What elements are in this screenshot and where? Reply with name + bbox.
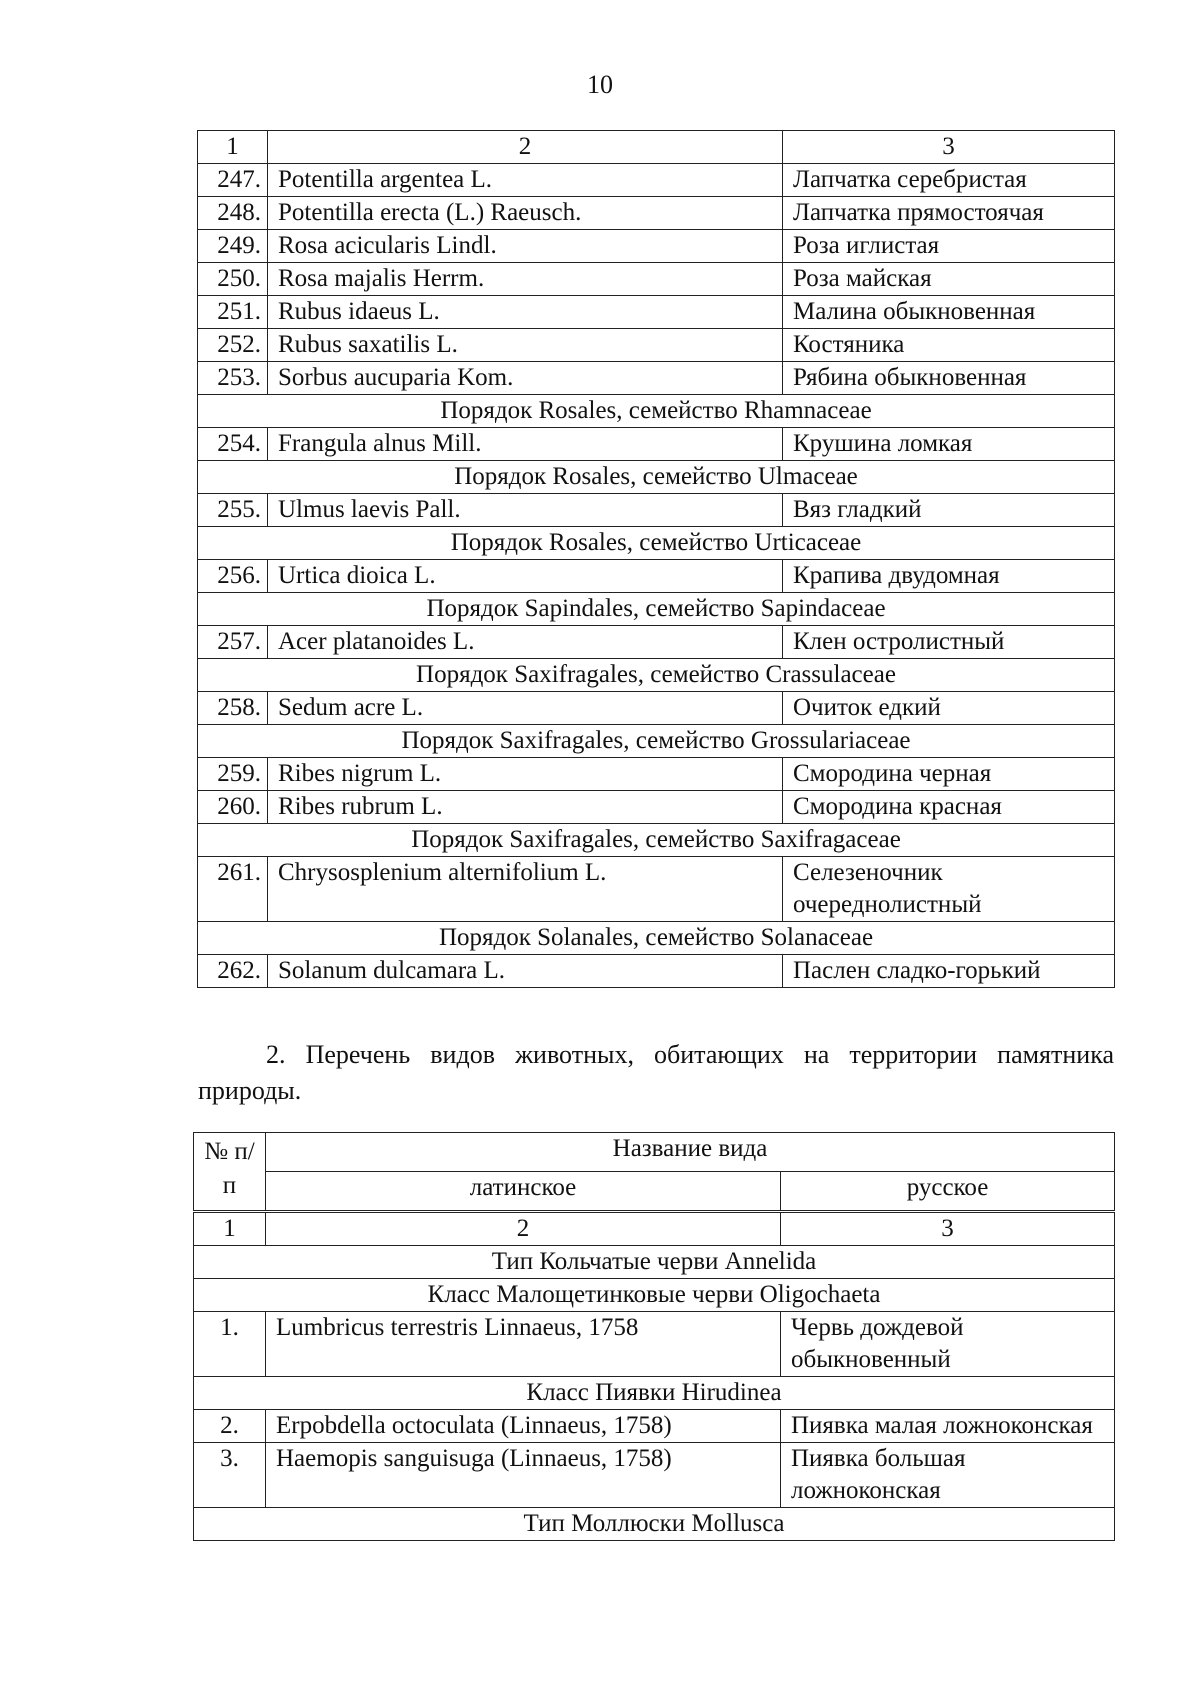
num-header: № п/п	[194, 1133, 266, 1211]
russian-name: Пиявка малая ложноконская	[781, 1410, 1115, 1443]
table-row	[198, 494, 1115, 527]
group-row	[198, 461, 1115, 494]
section-paragraph	[198, 1037, 1114, 1109]
col-number-2: 2	[266, 1213, 781, 1246]
table-row	[198, 758, 1115, 791]
group-heading: Тип Кольчатые черви Annelida	[194, 1246, 1115, 1279]
col-number-3: 3	[783, 131, 1115, 164]
row-number: 1.	[194, 1312, 266, 1377]
russian-name: Лапчатка серебристая	[783, 164, 1115, 197]
table-row	[194, 1410, 1115, 1443]
latin-name: Urtica dioica L.	[268, 560, 783, 593]
table-row	[198, 263, 1115, 296]
group-heading: Порядок Rosales, семейство Ulmaceae	[198, 461, 1115, 494]
col-number-1: 1	[198, 131, 268, 164]
russian-name: Рябина обыкновенная	[783, 362, 1115, 395]
table-row	[198, 626, 1115, 659]
latin-name: Acer platanoides L.	[268, 626, 783, 659]
latin-name: Ribes rubrum L.	[268, 791, 783, 824]
russian-name: Селезеночник очереднолистный	[783, 857, 1115, 922]
species-name-header: Название вида	[266, 1133, 1115, 1172]
group-row	[198, 527, 1115, 560]
table-row	[198, 791, 1115, 824]
animals-header-table	[193, 1132, 1115, 1211]
row-number: 255.	[198, 494, 268, 527]
group-heading: Порядок Rosales, семейство Rhamnaceae	[198, 395, 1115, 428]
group-heading: Класс Пиявки Hirudinea	[194, 1377, 1115, 1410]
table-row	[198, 857, 1115, 922]
table-row	[198, 197, 1115, 230]
page-number: 10	[587, 70, 613, 99]
row-number: 249.	[198, 230, 268, 263]
col-number-1: 1	[194, 1213, 266, 1246]
latin-name: Rosa majalis Herrm.	[268, 263, 783, 296]
animals-table-body	[194, 1213, 1115, 1541]
russian-name: Паслен сладко-горький	[783, 955, 1115, 988]
russian-name: Пиявка большая ложноконская	[781, 1443, 1115, 1508]
russian-name: Червь дождевой обыкновенный	[781, 1312, 1115, 1377]
group-heading: Класс Малощетинковые черви Oligochaeta	[194, 1279, 1115, 1312]
latin-name: Sedum acre L.	[268, 692, 783, 725]
latin-name: Solanum dulcamara L.	[268, 955, 783, 988]
row-number: 259.	[198, 758, 268, 791]
row-number: 257.	[198, 626, 268, 659]
table-row	[198, 955, 1115, 988]
russian-name: Очиток едкий	[783, 692, 1115, 725]
latin-name: Ulmus laevis Pall.	[268, 494, 783, 527]
group-row	[194, 1377, 1115, 1410]
latin-name: Rubus idaeus L.	[268, 296, 783, 329]
group-row	[198, 395, 1115, 428]
paragraph-text: 2. Перечень видов животных, обитающих на территории памятника природы.	[198, 1040, 1114, 1105]
table-row	[198, 560, 1115, 593]
table-row	[198, 428, 1115, 461]
russian-name: Смородина красная	[783, 791, 1115, 824]
group-row	[198, 659, 1115, 692]
table-row	[194, 1443, 1115, 1508]
latin-name: Rosa acicularis Lindl.	[268, 230, 783, 263]
russian-name: Лапчатка прямостоячая	[783, 197, 1115, 230]
latin-name: Lumbricus terrestris Linnaeus, 1758	[266, 1312, 781, 1377]
group-heading: Тип Моллюски Mollusca	[194, 1508, 1115, 1541]
group-row	[198, 725, 1115, 758]
table-row	[198, 296, 1115, 329]
latin-name: Potentilla argentea L.	[268, 164, 783, 197]
group-row	[194, 1508, 1115, 1541]
group-heading: Порядок Saxifragales, семейство Crassulaceae	[198, 659, 1115, 692]
latin-header: латинское	[266, 1172, 781, 1211]
table-row	[198, 362, 1115, 395]
row-number: 256.	[198, 560, 268, 593]
russian-name: Клен остролистный	[783, 626, 1115, 659]
russian-name: Крушина ломкая	[783, 428, 1115, 461]
russian-name: Вяз гладкий	[783, 494, 1115, 527]
group-heading: Порядок Saxifragales, семейство Saxifragaceae	[198, 824, 1115, 857]
row-number: 247.	[198, 164, 268, 197]
table-row	[194, 1312, 1115, 1377]
row-number: 252.	[198, 329, 268, 362]
group-heading: Порядок Solanales, семейство Solanaceae	[198, 922, 1115, 955]
plants-table-body	[198, 131, 1115, 988]
latin-name: Erpobdella octoculata (Linnaeus, 1758)	[266, 1410, 781, 1443]
row-number: 248.	[198, 197, 268, 230]
russian-name: Костяника	[783, 329, 1115, 362]
row-number: 3.	[194, 1443, 266, 1508]
row-number: 2.	[194, 1410, 266, 1443]
row-number: 261.	[198, 857, 268, 922]
group-row	[198, 824, 1115, 857]
russian-header: русское	[781, 1172, 1115, 1211]
row-number: 251.	[198, 296, 268, 329]
plants-header-row	[198, 131, 1115, 164]
row-number: 253.	[198, 362, 268, 395]
col-number-3: 3	[781, 1213, 1115, 1246]
animals-header-row-2	[194, 1172, 1115, 1211]
row-number: 262.	[198, 955, 268, 988]
russian-name: Крапива двудомная	[783, 560, 1115, 593]
group-heading: Порядок Saxifragales, семейство Grossulariaceae	[198, 725, 1115, 758]
row-number: 250.	[198, 263, 268, 296]
animals-header-row-1	[194, 1133, 1115, 1172]
group-heading: Порядок Rosales, семейство Urticaceae	[198, 527, 1115, 560]
group-row	[194, 1246, 1115, 1279]
russian-name: Роза иглистая	[783, 230, 1115, 263]
row-number: 260.	[198, 791, 268, 824]
table-row	[198, 329, 1115, 362]
table-row	[198, 692, 1115, 725]
russian-name: Смородина черная	[783, 758, 1115, 791]
group-row	[198, 922, 1115, 955]
latin-name: Frangula alnus Mill.	[268, 428, 783, 461]
latin-name: Rubus saxatilis L.	[268, 329, 783, 362]
col-number-2: 2	[268, 131, 783, 164]
group-row	[198, 593, 1115, 626]
latin-name: Ribes nigrum L.	[268, 758, 783, 791]
row-number: 254.	[198, 428, 268, 461]
russian-name: Роза майская	[783, 263, 1115, 296]
row-number: 258.	[198, 692, 268, 725]
plants-table	[197, 130, 1115, 988]
animals-colnum-row	[194, 1213, 1115, 1246]
group-heading: Порядок Sapindales, семейство Sapindaceae	[198, 593, 1115, 626]
russian-name: Малина обыкновенная	[783, 296, 1115, 329]
table-row	[198, 164, 1115, 197]
table-row	[198, 230, 1115, 263]
latin-name: Haemopis sanguisuga (Linnaeus, 1758)	[266, 1443, 781, 1508]
latin-name: Sorbus aucuparia Kom.	[268, 362, 783, 395]
latin-name: Potentilla erecta (L.) Raeusch.	[268, 197, 783, 230]
group-row	[194, 1279, 1115, 1312]
latin-name: Chrysosplenium alternifolium L.	[268, 857, 783, 922]
animals-table	[193, 1212, 1115, 1541]
